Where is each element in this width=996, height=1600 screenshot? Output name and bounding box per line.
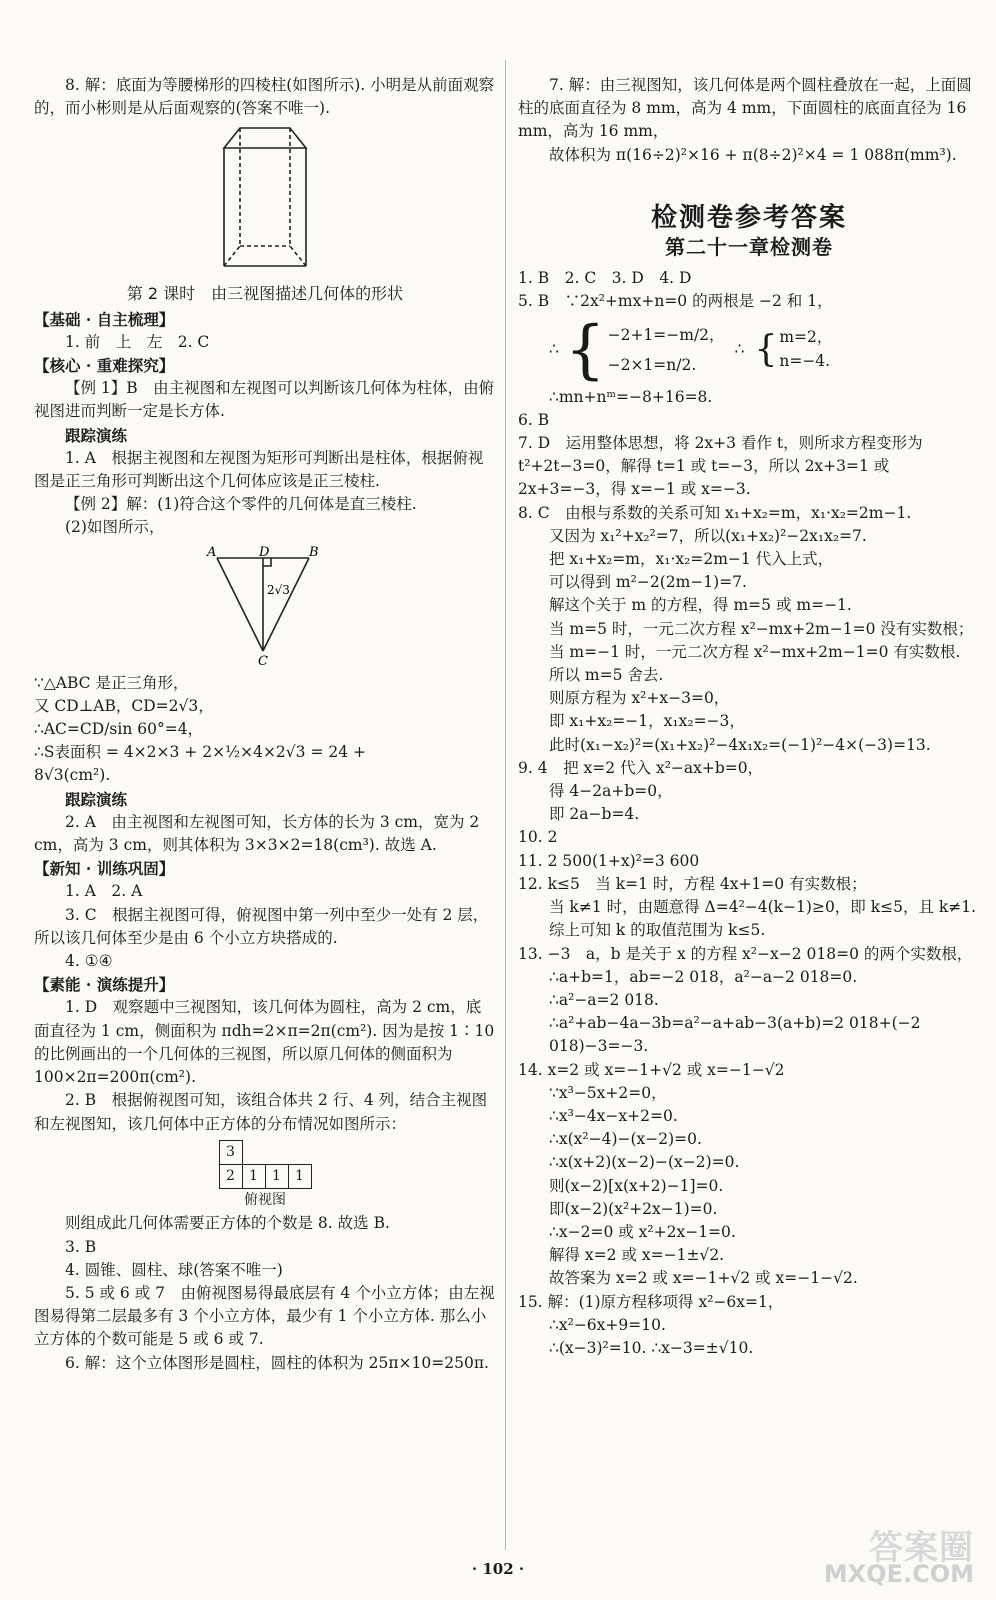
q7-text: 7. 解：由三视图知，该几何体是两个圆柱叠放在一起，上面圆柱的底面直径为 8 mm，高为 4 mm，下面圆柱的底面直径为 16 mm，高为 16 mm，	[518, 76, 972, 141]
system-eq2: −2×1=n/2.	[607, 355, 697, 374]
answer-8-line7: 当 m=−1 时，一元二次方程 x²−mx+2m−1=0 有实数根.	[549, 642, 961, 661]
answer-15-line2: ∴x²−6x+9=10.	[549, 1315, 666, 1334]
answer-8-line10: 即 x₁+x₂=−1，x₁x₂=−3，	[549, 712, 745, 731]
answer-14-line4: ∴x(x²−4)−(x−2)=0.	[549, 1130, 702, 1149]
grid-caption: 俯视图	[244, 1192, 286, 1209]
answer-13-line2: ∴a+b=1，ab=−2 018，a²−a−2 018=0.	[549, 967, 858, 986]
left-column	[34, 74, 496, 1375]
answer-13-line3: ∴a²−a=2 018.	[549, 990, 659, 1009]
answer-12-line3: 综上可知 k 的取值范围为 k≤5.	[549, 921, 766, 940]
top-view-grid	[219, 1140, 312, 1189]
q8-text: 8. 解：底面为等腰梯形的四棱柱(如图所示). 小明是从前面观察的，而小彬则是从后面观察的(答案不唯一).	[34, 76, 495, 118]
answer-8-line3: 把 x₁+x₂=m，x₁·x₂=2m−1 代入上式，	[549, 550, 834, 569]
track-q2: 2. A 由主视图和左视图可知，长方体的长为 3 cm，宽为 2 cm，高为 3 cm，则其体积为 3×3×2=18(cm³). 故选 A.	[34, 812, 480, 855]
column-divider	[505, 60, 506, 1550]
answer-5-end: ∴mn+nᵐ=−8+16=8.	[549, 387, 713, 406]
advance-q2: 2. B 根据俯视图可知，该组合体共 2 行、4 列，结合主视图和左视图知，该几何体中正方体的分布情况如图所示：	[34, 1091, 488, 1133]
answer-9-line2: 得 4−2a+b=0，	[549, 782, 673, 801]
answer-13-line4: ∴a²+ab−4a−3b=a²−a+ab−3(a+b)=2 018+(−2 018)−3=−3.	[549, 1014, 921, 1056]
answer-14-line8: ∴x−2=0 或 x²+2x−1=0.	[549, 1222, 736, 1241]
answer-14-line5: ∴x(x+2)(x−2)−(x−2)=0.	[549, 1153, 740, 1172]
grid-cell: 3	[219, 1140, 242, 1164]
answer-14-line1: 14. x=2 或 x=−1+√2 或 x=−1−√2	[518, 1060, 785, 1079]
answer-14-line10: 故答案为 x=2 或 x=−1+√2 或 x=−1−√2.	[549, 1269, 858, 1288]
example-2-line5: 8√3(cm²).	[34, 766, 111, 785]
answer-15-line1: 15. 解：(1)原方程移项得 x²−6x=1，	[518, 1292, 784, 1311]
left-brace-icon: {	[754, 328, 778, 370]
answer-6: 6. B	[518, 410, 550, 429]
section-basic: 【基础 · 自主梳理】	[34, 309, 175, 329]
answer-9-line3: 即 2a−b=4.	[549, 805, 640, 824]
lesson-title: 第 2 课时 由三视图描述几何体的形状	[126, 284, 404, 304]
track-heading-1: 跟踪演练	[65, 425, 128, 445]
answer-12-line2: 当 k≠1 时，由题意得 Δ=4²−4(k−1)≥0，即 k≤5，且 k≠1.	[549, 898, 977, 917]
vertex-c-label: C	[258, 653, 268, 666]
page-number: · 102 ·	[471, 1560, 525, 1578]
basic-answers: 1. 前 上 左 2. C	[65, 332, 210, 351]
answer-7: 7. D 运用整体思想，将 2x+3 看作 t，则所求方程变形为 t²+2t−3=0，解得 t=1 或 t=−3，所以 2x+3=1 或 2x+3=−3，得 x=−1 或 x=−3.	[518, 434, 923, 499]
section-new: 【新知 · 训练巩固】	[34, 859, 175, 879]
example-2-line3: ∴AC=CD/sin 60°=4，	[34, 720, 204, 739]
system-sol1: m=2，	[779, 328, 833, 347]
answer-13-line1: 13. −3 a，b 是关于 x 的方程 x²−x−2 018=0 的两个实数根，	[518, 944, 973, 963]
equation-system	[518, 312, 980, 387]
answer-5: 5. B ∵2x²+mx+n=0 的两根是 −2 和 1，	[518, 292, 833, 311]
vertex-a-label: A	[207, 545, 217, 560]
answer-14-line7: 即(x−2)(x²+2x−1)=0.	[549, 1199, 718, 1218]
advance-q5: 5. 5 或 6 或 7 由俯视图易得最底层有 4 个小立方体；由左视图易得第二层最多有 3 个小立方体，最少有 1 个小立方体. 那么小立方体的个数可能是 5 或 6 或 7.	[34, 1283, 495, 1349]
therefore-symbol-2: ∴	[734, 340, 745, 359]
therefore-symbol: ∴	[549, 340, 559, 359]
new-answers: 1. A 2. A	[65, 882, 143, 901]
answer-8-line11: 此时(x₁−x₂)²=(x₁+x₂)²−4x₁x₂=(−1)²−4×(−3)=13.	[549, 735, 931, 754]
left-brace-icon: {	[564, 312, 606, 387]
system-eq1: −2+1=−m/2，	[607, 325, 725, 344]
answers-1-4: 1. B 2. C 3. D 4. D	[518, 269, 692, 288]
grid-cell: 2	[219, 1164, 242, 1188]
answer-10: 10. 2	[518, 828, 558, 847]
advance-q4: 4. 圆锥、圆柱、球(答案不唯一)	[65, 1260, 283, 1279]
answers-title: 检测卷参考答案	[650, 202, 847, 233]
answer-8-line8: 所以 m=5 舍去.	[549, 666, 664, 685]
chapter-title: 第二十一章检测卷	[665, 235, 833, 260]
vertex-d-label: D	[259, 545, 270, 560]
new-q3: 3. C 根据主视图可得，俯视图中第一列中至少一处有 2 层，所以该几何体至少是由 6 个小立方块搭成的.	[34, 905, 489, 947]
example-2-line2: 又 CD⊥AB，CD=2√3，	[34, 696, 214, 715]
system-sol2: n=−4.	[779, 351, 831, 370]
answer-14-line6: 则(x−2)[x(x+2)−1]=0.	[549, 1176, 724, 1195]
prism-figure	[220, 126, 310, 276]
q7-volume: 故体积为 π(16÷2)²×16 + π(8÷2)²×4 = 1 088π(mm³).	[549, 145, 957, 164]
answer-8-line1: 8. C 由根与系数的关系可知 x₁+x₂=m，x₁·x₂=2m−1.	[518, 503, 912, 522]
triangle-figure	[205, 546, 325, 666]
example-2-part1: 【例 2】解：(1)符合这个零件的几何体是直三棱柱.	[65, 495, 417, 514]
answer-8-line6: 当 m=5 时，一元二次方程 x²−mx+2m−1=0 没有实数根；	[549, 619, 974, 638]
example-1: 【例 1】B 由主视图和左视图可以判断该几何体为柱体，由俯视图进而判断一定是长方体.	[34, 379, 495, 421]
answer-8-line9: 则原方程为 x²+x−3=0，	[549, 689, 730, 708]
answer-14-line3: ∴x³−4x−x+2=0.	[549, 1106, 678, 1125]
answer-9-line1: 9. 4 把 x=2 代入 x²−ax+b=0，	[518, 758, 764, 777]
answer-14-line9: 解得 x=2 或 x=−1±√2.	[549, 1246, 725, 1265]
example-2-line4: ∴S表面积 = 4×2×3 + 2×½×4×2√3 = 24 +	[34, 743, 367, 762]
answer-8-line4: 可以得到 m²−2(2m−1)=7.	[549, 573, 747, 592]
advance-q1: 1. D 观察题中三视图知，该几何体为圆柱，高为 2 cm，底面直径为 1 cm，侧面积为 πdh=2×π=2π(cm²). 因为是按 1∶10 的比例画出的一个几何体的三视图，所以原几何体的侧面积为 100×2π=200π(cm²).	[34, 998, 495, 1087]
grid-cell: 1	[288, 1164, 311, 1188]
new-q4: 4. ①④	[65, 952, 113, 971]
answer-11: 11. 2 500(1+x)²=3 600	[518, 851, 700, 870]
example-2-part2: (2)如图所示，	[65, 518, 165, 537]
section-core: 【核心 · 重难探究】	[34, 356, 175, 376]
track-heading-2: 跟踪演练	[65, 789, 128, 809]
advance-q6: 6. 解：这个立体图形是圆柱，圆柱的体积为 25π×10=250π.	[65, 1353, 489, 1372]
example-2-line1: ∵△ABC 是正三角形，	[34, 673, 189, 692]
section-advance: 【素能 · 演练提升】	[34, 975, 175, 995]
grid-cell: 1	[265, 1164, 288, 1188]
answer-8-line2: 又因为 x₁²+x₂²=7，所以(x₁+x₂)²−2x₁x₂=7.	[549, 526, 867, 545]
advance-q3: 3. B	[65, 1237, 97, 1256]
vertex-b-label: B	[309, 545, 319, 560]
advance-q2-end: 则组成此几何体需要正方体的个数是 8. 故选 B.	[65, 1214, 390, 1233]
segment-cd-length: 2√3	[267, 582, 290, 597]
grid-cell: 1	[242, 1164, 265, 1188]
watermark-logo: 答案圈	[869, 1528, 974, 1568]
answer-8-line5: 解这个关于 m 的方程，得 m=5 或 m=−1.	[549, 596, 852, 615]
answer-15-line3: ∴(x−3)²=10. ∴x−3=±√10.	[549, 1338, 754, 1357]
watermark-url: MXQE.COM	[823, 1560, 974, 1588]
right-column	[518, 74, 980, 1360]
answer-12-line1: 12. k≤5 当 k=1 时，方程 4x+1=0 有实数根；	[518, 874, 867, 893]
track-q1: 1. A 根据主视图和左视图为矩形可判断出是柱体，根据俯视图是正三角形可判断出这个几何体应该是正三棱柱.	[34, 448, 484, 491]
answer-14-line2: ∵x³−5x+2=0，	[549, 1083, 667, 1102]
